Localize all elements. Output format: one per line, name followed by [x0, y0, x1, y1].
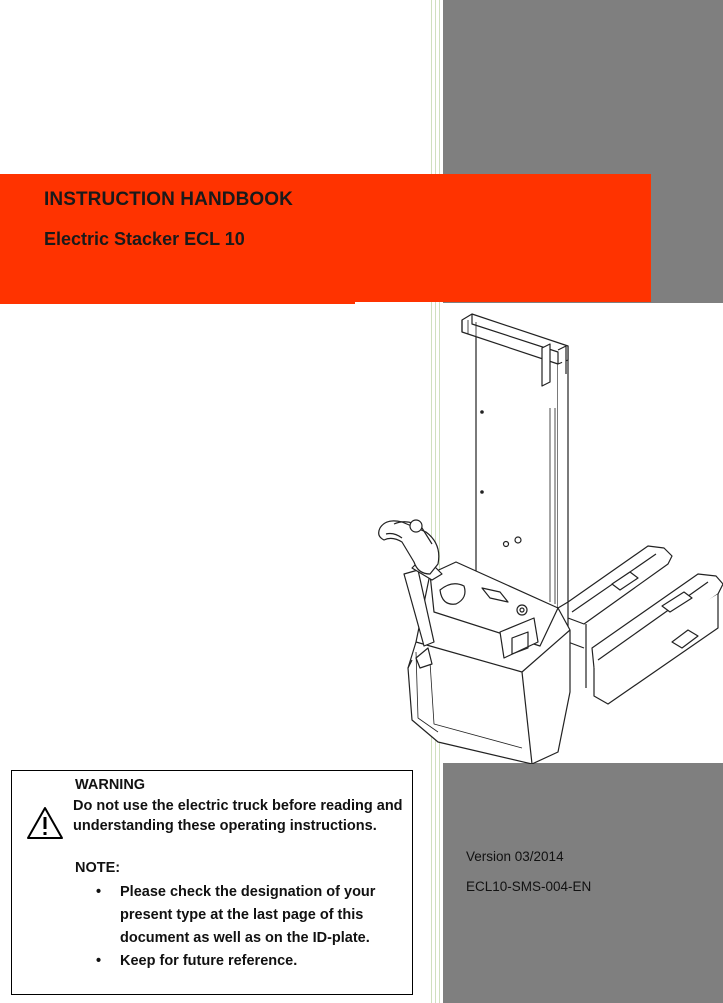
list-item: • Keep for future reference. — [96, 950, 406, 973]
note-list — [96, 881, 406, 973]
page-title: INSTRUCTION HANDBOOK — [44, 189, 293, 210]
warning-triangle-icon — [26, 805, 64, 841]
warning-box — [11, 770, 413, 995]
warning-label: WARNING — [75, 777, 146, 793]
document-id: ECL10-SMS-004-EN — [466, 879, 592, 894]
note-label: NOTE: — [75, 860, 121, 876]
version-text: Version 03/2014 — [466, 849, 564, 864]
list-item: • Please check the designation of your present type at the last page of this document as well as on the ID-plate. — [96, 881, 406, 950]
warning-text: Do not use the electric truck before reading and understanding these operating instructions. — [73, 798, 403, 834]
electric-stacker-illustration — [372, 312, 723, 764]
title-band-underline — [0, 302, 355, 304]
page-subtitle: Electric Stacker ECL 10 — [44, 229, 245, 249]
